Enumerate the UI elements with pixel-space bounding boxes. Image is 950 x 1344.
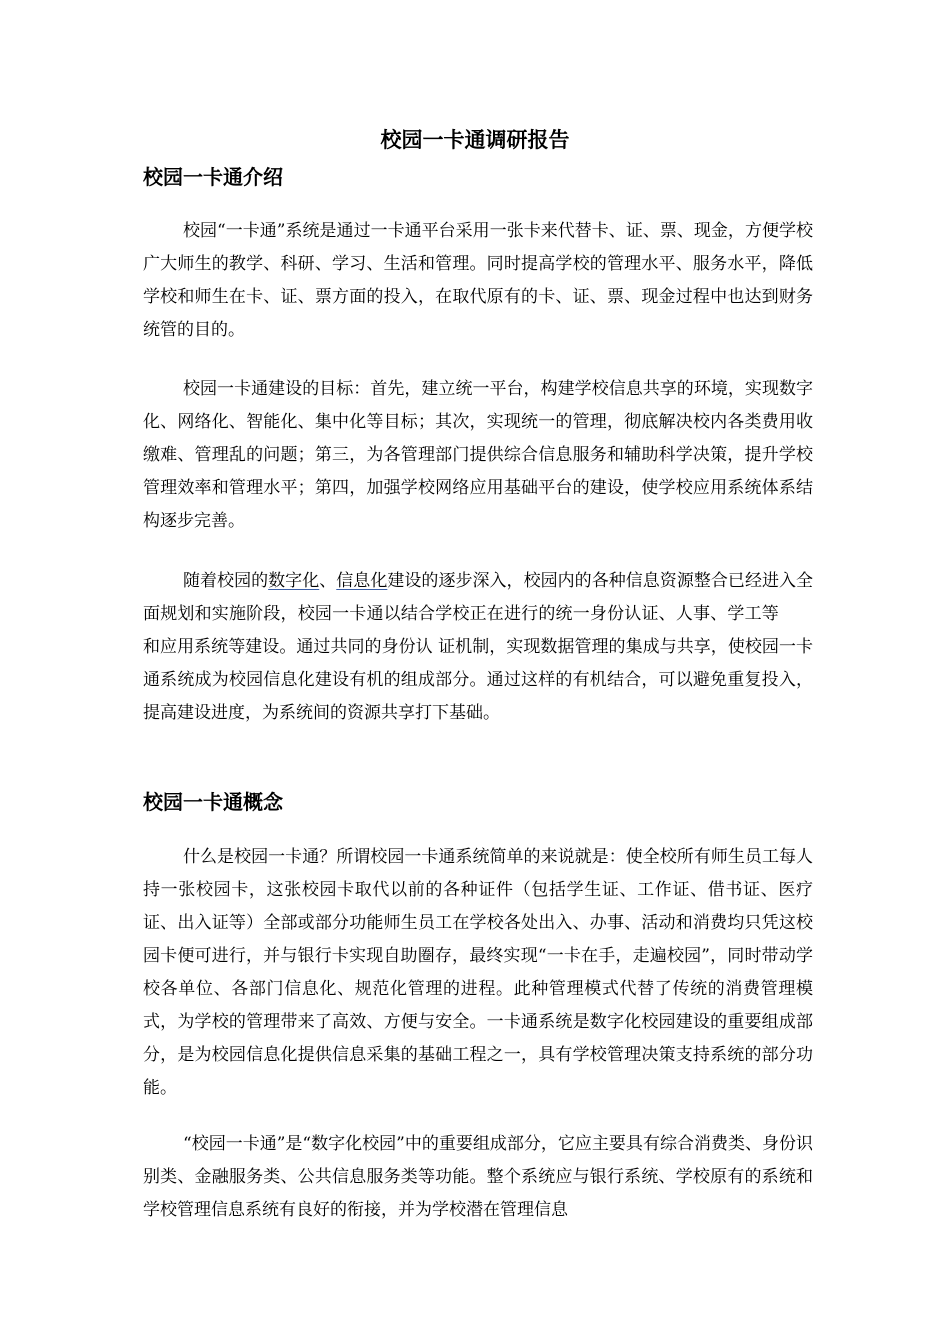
section-heading-intro: 校园一卡通介绍 xyxy=(143,165,283,189)
paragraph: 校园“一卡通”系统是通过一卡通平台采用一张卡来代替卡、证、票、现金，方便学校广大师生的教学、科研、学习、生活和管理。同时提高学校的管理水平、服务水平，降低学校和师生在卡、证、票方面的投入，在取代原有的卡、证、票、现金过程中也达到财务统管的目的。 xyxy=(143,221,813,340)
paragraph: 校园一卡通建设的目标：首先，建立统一平台，构建学校信息共享的环境，实现数字化、网络化、智能化、集中化等目标；其次，实现统一的管理，彻底解决校内各类费用收缴难、管理乱的问题；第三，为各管理部门提供综合信息服务和辅助科学决策，提升学校管理效率和管理水平；第四，加强学校网络应用基础平台的建设，使学校应用系统体系结构逐步完善。 xyxy=(143,379,813,531)
paragraph-text: 、 xyxy=(319,571,337,591)
paragraph-text: 建设的逐步深入，校园内的各种信息资源整合已经进入全面规划和实施阶段，校园一卡通以结合学校正在进行的统一身份认证、人事、学工等 xyxy=(143,571,814,624)
paragraph: “校园一卡通”是“数字化校园”中的重要组成部分，它应主要具有综合消费类、身份识别类、金融服务类、公共信息服务类等功能。整个系统应与银行系统、学校原有的系统和学校管理信息系统有良好的衔接，并为学校潜在管理信息 xyxy=(143,1134,813,1220)
paragraph-text: 随着校园的 xyxy=(183,571,269,591)
link-digitalization[interactable]: 数字化 xyxy=(268,571,320,591)
document-title: 校园一卡通调研报告 xyxy=(380,128,570,152)
link-informatization[interactable]: 信息化 xyxy=(336,571,388,591)
section-heading-concept: 校园一卡通概念 xyxy=(143,790,283,814)
paragraph: 什么是校园一卡通？所谓校园一卡通系统简单的来说就是：使全校所有师生员工每人持一张校园卡，这张校园卡取代以前的各种证件（包括学生证、工作证、借书证、医疗证、出入证等）全部或部分功能师生员工在学校各处出入、办事、活动和消费均只凭这校园卡便可进行，并与银行卡实现自助圈存，最终实现“一卡在手，走遍校园”，同时带动学校各单位、各部门信息化、规范化管理的进程。此种管理模式代替了传统的消费管理模式，为学校的管理带来了高效、方便与安全。一卡通系统是数字化校园建设的重要组成部分，是为校园信息化提供信息采集的基础工程之一，具有学校管理决策支持系统的部分功能。 xyxy=(143,847,813,1098)
paragraph-text: 和应用系统等建设。通过共同的身份认 证机制，实现数据管理的集成与共享，使校园一卡通系统成为校园信息化建设有机的组成部分。通过这样的有机结合，可以避免重复投入，提高建设进度，为系统间的资源共享打下基础。 xyxy=(143,637,813,723)
paragraph xyxy=(143,565,813,730)
